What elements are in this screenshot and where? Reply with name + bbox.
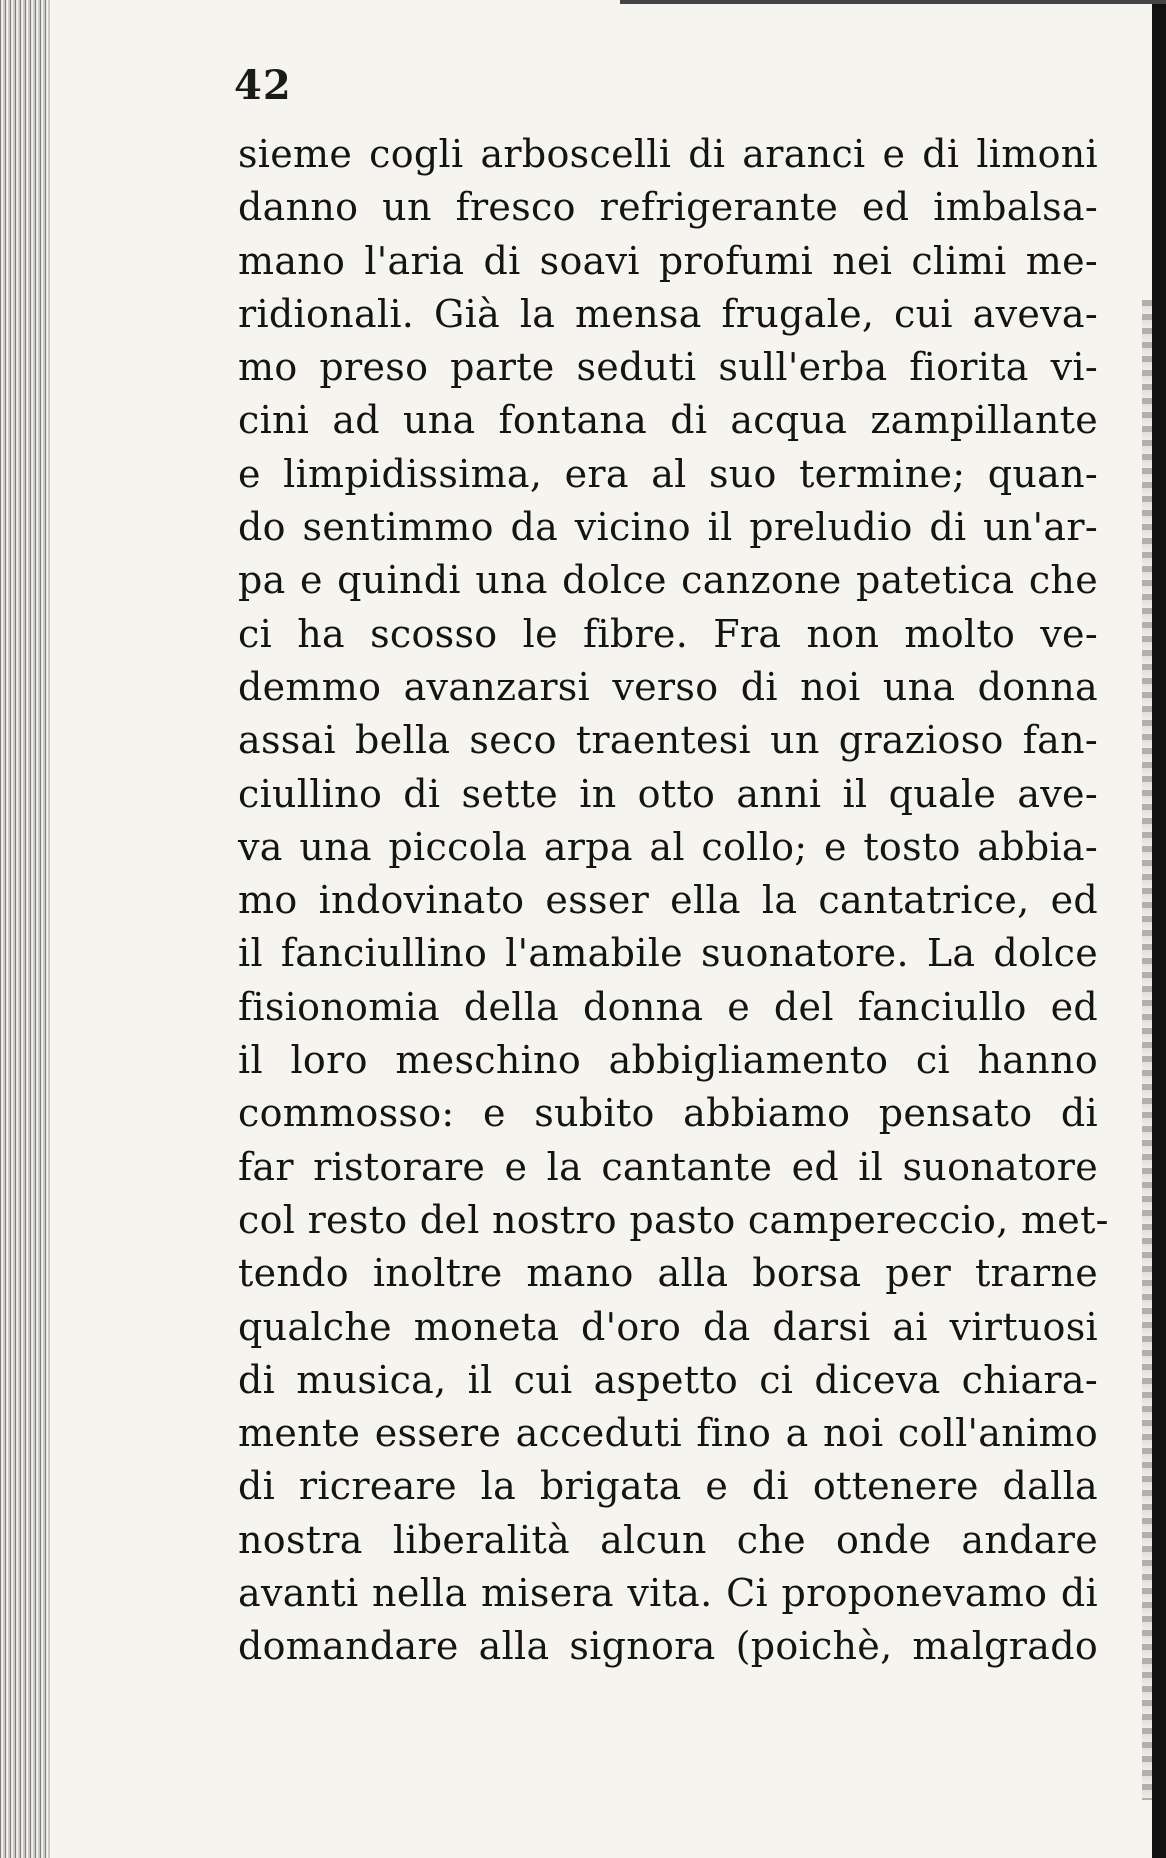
text-line: domandare alla signora (poichè, malgrado [238,1624,1098,1669]
text-line: col resto del nostro pasto campereccio, met- [238,1197,1109,1242]
text-line: mano l'aria di soavi profumi nei climi me- [238,238,1098,283]
text-line: cini ad una fontana di acqua zampillante [238,398,1098,443]
page-gutter-shadow [0,0,50,1858]
text-line: ciullino di sette in otto anni il quale ave- [238,771,1098,816]
text-line: pa e quindi una dolce canzone patetica che [238,558,1098,603]
text-line: e limpidissima, era al suo termine; quan- [238,451,1098,496]
text-line: assai bella seco traentesi un grazioso fan- [238,718,1098,763]
text-line: far ristorare e la cantante ed il suonatore [238,1144,1098,1189]
text-line: mo indovinato esser ella la cantatrice, ed [238,878,1098,923]
text-line: di ricreare la brigata e di ottenere dalla [238,1464,1098,1509]
text-line: il fanciullino l'amabile suonatore. La dolce [238,931,1098,976]
text-line: demmo avanzarsi verso di noi una donna [238,664,1098,709]
top-border [620,0,1166,4]
text-line: qualche moneta d'oro da darsi ai virtuosi [238,1304,1098,1349]
page-number: 42 [234,62,292,109]
text-line: nostra liberalità alcun che onde andare [238,1517,1098,1562]
body-text [238,128,1109,1674]
text-line: fisionomia della donna e del fanciullo ed [238,984,1098,1029]
text-line: do sentimmo da vicino il preludio di un'ar- [238,505,1098,550]
text-line: mente essere acceduti fino a noi coll'animo [238,1411,1098,1456]
text-line: sieme cogli arboscelli di aranci e di limoni [238,132,1098,176]
text-line: avanti nella misera vita. Ci proponevamo di [238,1571,1098,1616]
text-line: ci ha scosso le fibre. Fra non molto ve- [238,611,1098,656]
text-line: ridionali. Già la mensa frugale, cui aveva- [238,291,1098,336]
page-edge-shadow [1152,0,1166,1858]
text-line: di musica, il cui aspetto ci diceva chiara- [238,1357,1098,1402]
page-edge-texture [1142,300,1152,1800]
text-line: commosso: e subito abbiamo pensato di [238,1091,1098,1136]
text-line: tendo inoltre mano alla borsa per trarne [238,1251,1098,1296]
text-line: va una piccola arpa al collo; e tosto abbia- [238,824,1098,869]
text-line: danno un fresco refrigerante ed imbalsa- [238,185,1098,230]
text-line: il loro meschino abbigliamento ci hanno [238,1038,1098,1083]
text-line: mo preso parte seduti sull'erba fiorita vi- [238,345,1098,390]
